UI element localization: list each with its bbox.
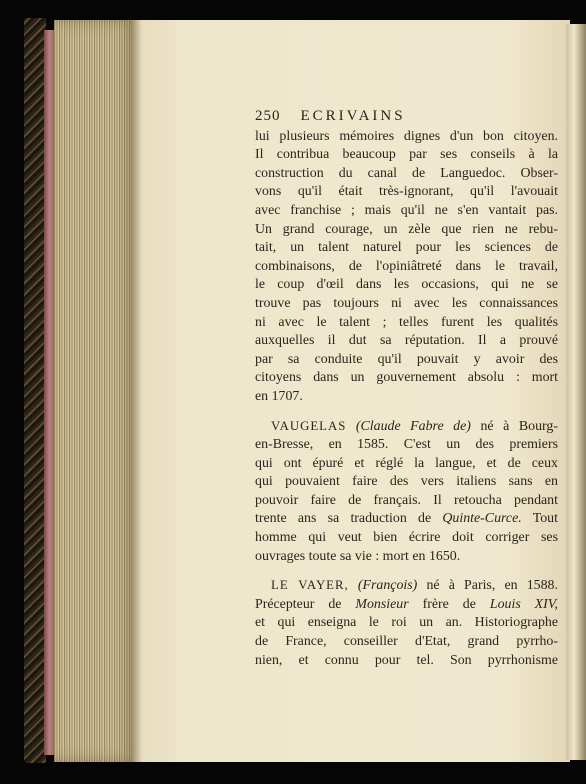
text-line: lui plusieurs mémoires dignes d'un bon citoyen. [255,128,558,144]
text-line: citoyens dans un gouvernement absolu : mort [255,370,558,386]
text-line: par sa conduite qu'il pouvait y avoir des [255,351,558,367]
entry-first-line [255,417,558,437]
entry-birth: né à Paris, en 1588. [426,578,558,594]
text-line: en-Bresse, en 1585. C'est un des premiers [255,437,558,453]
text-line: ouvrages toute sa vie : mort en 1650. [255,548,461,564]
paragraph-1 [255,128,558,407]
paragraph-le-vayer [255,576,558,670]
entry-given-name: (François) [357,578,418,594]
text-line: homme qui veut bien écrire doit corriger ses [255,530,558,546]
running-header [255,107,558,126]
text-fragment: frère de [422,596,476,612]
entry-birth: né à Bourg- [480,418,558,434]
text-line: nien, et connu pour tel. Son pyrrhonisme [255,652,558,668]
text-line: combinaisons, de l'opiniâtreté dans le travail, [255,258,558,274]
text-line: de France, conseiller d'Etat, grand pyrrho- [255,634,558,650]
entry-first-line [255,576,558,596]
text-line: Il contribua beaucoup par ses conseils à la [255,147,558,163]
work-title: Quinte-Curce. [442,511,522,527]
text-line: et qui enseigna le roi un an. Historiographe [255,615,558,631]
running-head-title: ECRIVAINS [300,108,406,124]
page-text [255,107,558,670]
text-line: trouve pas toujours ni avec les connaissances [255,295,558,311]
text-line: vons qu'il était très-ignorant, qu'il l'avouait [255,184,558,200]
facing-page-edge [566,24,586,760]
text-fragment: trente ans sa traduction de [255,511,432,527]
text-line [255,596,558,615]
entry-given-name: (Claude Fabre de) [355,418,471,434]
text-line: le coup d'œil dans les occasions, qui ne se [255,277,558,293]
text-line: tait, un talent naturel pour les sciences de [255,240,558,256]
text-line: construction du canal de Languedoc. Obser- [255,165,558,181]
king-name: Louis XIV, [489,596,558,612]
entry-name: VAUGELAS [271,418,347,433]
text-line: qui pouvaient faire des vers italiens sans en [255,474,558,490]
text-line: ni avec le talent ; telles furent les qualités [255,314,558,330]
text-line [255,510,558,529]
text-line: en 1707. [255,388,303,404]
text-line: Un grand courage, un zèle que rien ne rebu- [255,221,558,237]
page-edges [54,20,138,762]
text-line: pouvoir faire de français. Il retoucha pendant [255,492,558,508]
book-spine [24,18,46,763]
text-line: qui ont épuré et réglé la langue, et de ceux [255,455,558,471]
text-fragment: Tout [521,511,558,527]
paragraph-vaugelas [255,417,558,567]
text-fragment: Précepteur de [255,596,342,612]
page-number: 250 [255,108,281,124]
title-monsieur: Monsieur [355,596,409,612]
text-line: avec franchise ; mais qu'il ne s'en vantait pas. [255,202,558,218]
text-line: auxquelles il dut sa réputation. Il a prouvé [255,333,558,349]
entry-name: LE VAYER, [271,578,349,593]
